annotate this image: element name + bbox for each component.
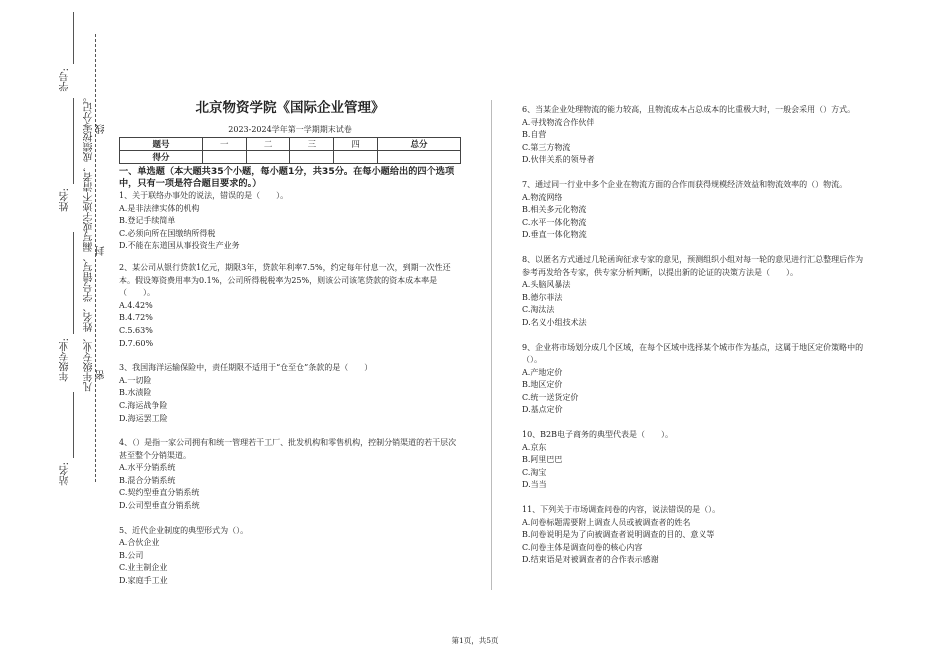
score-cell[interactable] [246,151,290,164]
option-a[interactable]: A.合伙企业 [119,538,160,548]
option-a[interactable]: A.问卷标题需要附上调查人员或被调查者的姓名 [522,517,691,527]
option-c[interactable]: C.水平一体化物流 [522,217,587,227]
score-header-cell: 总分 [378,138,461,151]
binding-seal-feng: 封 [96,246,107,256]
score-header-cell: 一 [202,138,246,151]
option-b[interactable]: B.地区定价 [522,380,563,390]
option-a[interactable]: A.寻找物流合作伙伴 [522,117,595,127]
option-b[interactable]: B.混合分销系统 [119,475,176,485]
option-d[interactable]: D.伙伴关系的领导者 [522,155,595,165]
option-c[interactable]: C.问卷主体是调查问卷的核心内容 [522,542,643,552]
score-cell[interactable] [334,151,378,164]
option-b[interactable]: B.4.72% [119,313,153,323]
option-d[interactable]: D.基点定价 [522,405,563,415]
question-stem: 11、下列关于市场调查问卷的内容，说法错误的是（）。 [522,505,721,515]
left-column [119,96,461,588]
score-header-cell: 四 [334,138,378,151]
grade-major-line [73,232,74,334]
question-7 [522,179,864,242]
score-row-label: 得分 [120,151,203,164]
binding-seal-xian: 线 [96,124,107,134]
option-b[interactable]: B.阿里巴巴 [522,455,563,465]
question-stem: 9、企业将市场划分成几个区域，在每个区域中选择某个城市作为基点，这属于地区定价策略中的（）。 [522,342,864,365]
exam-subtitle: 2023-2024学年第一学期期末试卷 [228,125,352,134]
option-b[interactable]: B.登记手续简单 [119,216,176,226]
option-c[interactable]: C.业主制企业 [119,563,168,573]
option-d[interactable]: D.垂直一体化物流 [522,230,587,240]
option-d[interactable]: D.7.60% [119,338,154,348]
option-d[interactable]: D.公司型垂直分销系统 [119,501,200,511]
option-a[interactable]: A.头脑风暴法 [522,280,571,290]
question-1 [119,190,461,253]
station-line [73,392,74,458]
column-divider [491,100,492,590]
option-d[interactable]: D.当当 [522,480,547,490]
question-6 [522,104,864,167]
question-stem: 3、我国海洋运输保险中，责任期限不适用于“仓至仓”条款的是（ ） [119,363,373,373]
option-a[interactable]: A.京东 [522,442,547,452]
question-3 [119,362,461,425]
option-d[interactable]: D.结束语是对被调查者的合作表示感谢 [522,555,659,565]
option-b[interactable]: B.相关多元化物流 [522,205,587,215]
score-cell[interactable] [378,151,461,164]
score-table [119,137,461,164]
name-label: 姓名: [60,188,71,212]
station-label: 站名: [60,462,71,486]
score-header-cell: 二 [246,138,290,151]
option-d[interactable]: D.海运罢工险 [119,413,168,423]
option-b[interactable]: B.德尔菲法 [522,292,563,302]
question-stem: 4、（）是指一家公司拥有和统一管理若干工厂、批发机构和零售机构，控制分销渠道的若干层次甚至整个分销渠道。 [119,438,457,460]
score-table-header-row [120,138,461,151]
grade-major-label: 年级专业: [60,338,71,382]
right-column [522,104,864,567]
option-a[interactable]: A.产地定价 [522,367,563,377]
option-b[interactable]: B.水渍险 [119,388,152,398]
score-cell[interactable] [290,151,334,164]
option-d[interactable]: D.家庭手工业 [119,576,168,586]
score-table-row [120,151,461,164]
student-id-line [73,12,74,64]
question-10 [522,429,864,492]
option-c[interactable]: C.契约型垂直分销系统 [119,488,200,498]
question-stem: 5、近代企业制度的典型形式为（）。 [119,525,249,535]
question-stem: 7、通过同一行业中多个企业在物流方面的合作而获得规模经济效益和物流效率的（）物流。 [522,179,848,189]
option-c[interactable]: C.淘汰法 [522,305,555,315]
question-stem: 2、某公司从银行贷款1亿元，期限3年，贷款年利率7.5%，约定每年付息一次，到期一次性还本。假设筹资费用率为0.1%，公司所得税税率为25%，则该公司该笔贷款的资本成本率是（ ）。 [119,262,451,298]
question-stem: 8、以匿名方式通过几轮函询征求专家的意见，预测组织小组对每一轮的意见进行汇总整理后作为参考再发给各专家，供专家分析判断，以提出新的论证的决策方法是（ ）。 [522,254,864,277]
question-8 [522,254,864,330]
option-c[interactable]: C.5.63% [119,325,153,335]
option-c[interactable]: C.海运战争险 [119,400,168,410]
question-4 [119,437,461,513]
option-c[interactable]: C.淘宝 [522,467,547,477]
binding-seal-mi: 密 [96,370,107,380]
option-c[interactable]: C.第三方物流 [522,142,571,152]
score-header-cell: 三 [290,138,334,151]
score-cell[interactable] [202,151,246,164]
exam-title: 北京物资学院《国际企业管理》 [195,100,385,116]
question-stem: 1、关于联络办事处的说法，错误的是（ ）。 [119,191,289,200]
option-d[interactable]: D.名义小组技术法 [522,317,587,327]
option-a[interactable]: A.4.42% [119,300,153,310]
question-5 [119,525,461,588]
option-a[interactable]: A.一切险 [119,375,152,385]
question-9 [522,342,864,418]
option-d[interactable]: D.不能在东道国从事投资生产业务 [119,241,240,251]
section-heading: 一、单选题（本大题共35个小题，每小题1分，共35分。在每小题给出的四个选项中，只有一项是符合题目要求的。） [119,166,455,189]
option-b[interactable]: B.公司 [119,550,144,560]
page-footer: 第1页，共5页 [451,636,499,645]
option-a[interactable]: A.水平分销系统 [119,463,176,473]
option-a[interactable]: A.物流网络 [522,192,563,202]
question-11 [522,504,864,567]
option-c[interactable]: C.统一送货定价 [522,392,579,402]
option-a[interactable]: A.是非法律实体的机构 [119,203,200,213]
option-b[interactable]: B.自营 [522,130,547,140]
option-c[interactable]: C.必须向所在国缴纳所得税 [119,228,216,238]
student-id-label: 学号: [60,68,71,92]
binding-notice: 凡年级专业、姓名、学号错写、漏写或字迹不清者，成绩按零分记。 [84,92,95,392]
option-b[interactable]: B.问卷说明是为了向被调查者说明调查的目的、意义等 [522,530,715,540]
question-stem: 6、当某企业处理物流的能力较高，且物流成本占总成本的比重极大时，一般会采用（）方式。 [522,105,856,114]
name-line [73,98,74,184]
question-stem: 10、B2B电子商务的典型代表是（ ）。 [522,430,674,440]
question-2 [119,262,461,350]
score-header-cell: 题号 [120,138,203,151]
